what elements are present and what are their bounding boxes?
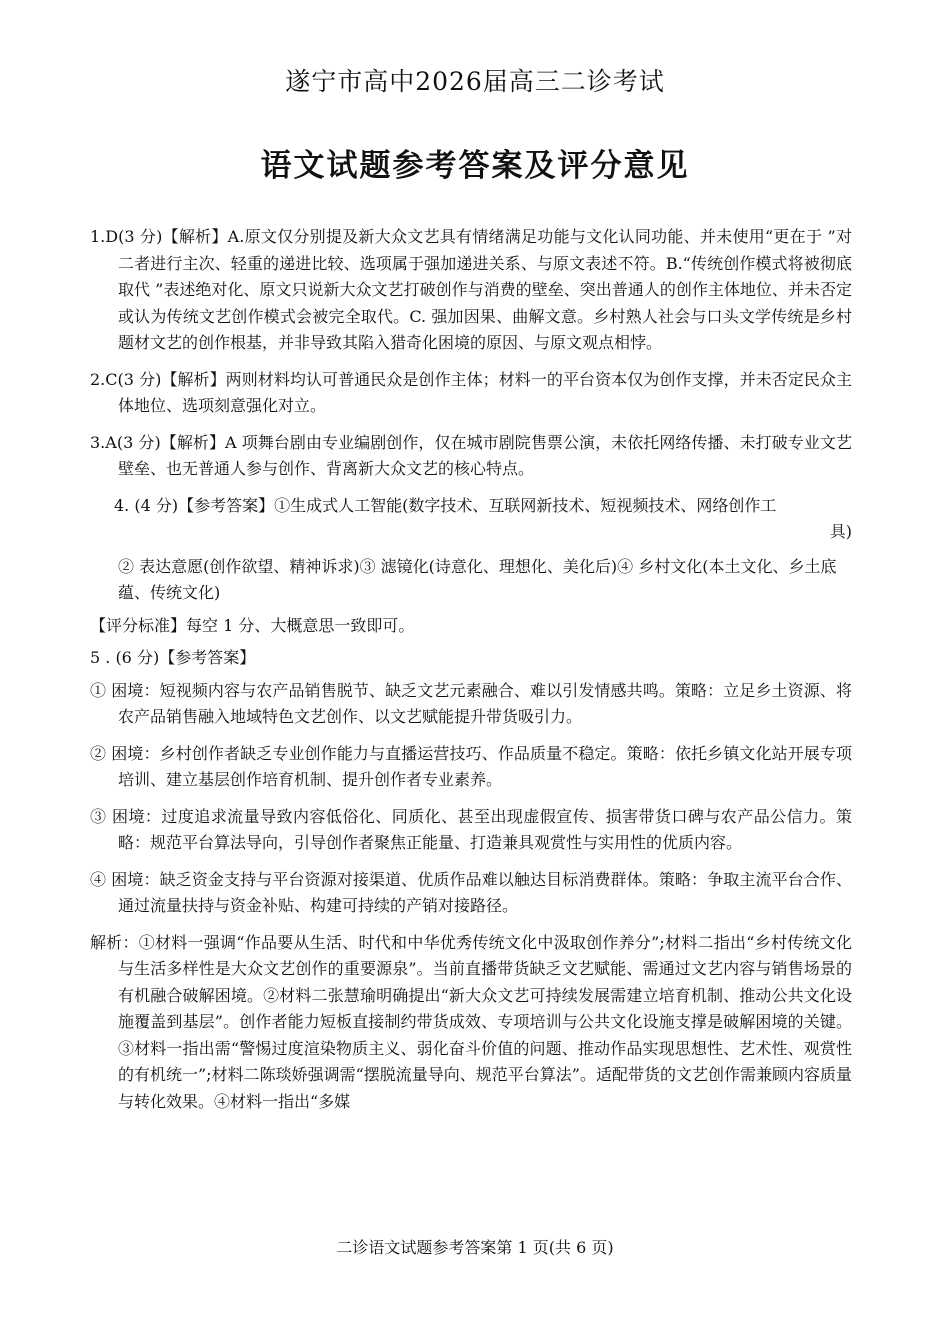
answer-q5-item: ① 困境：短视频内容与农产品销售脱节、缺乏文艺元素融合、难以引发情感共鸣。策略：立足乡土资源、将农产品销售融入地域特色文艺创作、以文艺赋能提升带货吸引力。	[90, 680, 852, 726]
answer-q5-analysis: 解析：①材料一强调“作品要从生活、时代和中华优秀传统文化中汲取创作养分”;材料二指出“乡村传统文化与生活多样性是大众文艺创作的重要源泉”。当前直播带货缺乏文艺赋能、需通过文艺内容与销售场景的有机融合破解困境。②材料二张慧瑜明确提出“新大众文艺可持续发展需建立培育机制、推动公共文化设施覆盖到基层”。创作者能力短板直接制约带货成效、专项培训与公共文化设施支撑是破解困境的关键。③材料一指出需“警惕过度渲染物质主义、弱化奋斗价值的问题、推动作品实现思想性、艺术性、观赏性的有机统一”;材料二陈琰娇强调需“摆脱流量导向、规范平台算法”。适配带货的文艺创作需兼顾内容质量与转化效果。④材料一指出“多媒	[90, 932, 852, 1111]
answer-q4-standard: 【评分标准】每空 1 分、大概意思一致即可。	[90, 615, 415, 635]
answer-q4-heading-tail: 具)	[829, 522, 852, 541]
answer-q3: 3.A(3 分)【解析】A 项舞台剧由专业编剧创作，仅在城市剧院售票公演，未依托网络传播、未打破专业文艺壁垒、也无普通人参与创作、背离新大众文艺的核心特点。	[90, 432, 852, 478]
answer-q4-heading-text: 4. (4 分)【参考答案】①生成式人工智能(数字技术、互联网新技术、短视频技术、网络创作工	[114, 495, 777, 515]
exam-title: 遂宁市高中2026届高三二诊考试	[285, 67, 665, 96]
answer-content	[90, 224, 852, 1125]
answer-q4-items: ② 表达意愿(创作欲望、精神诉求)③ 滤镜化(诗意化、理想化、美化后)④ 乡村文化(本土文化、乡土底蕴、传统文化)	[118, 556, 837, 602]
answer-q2: 2.C(3 分)【解析】两则材料均认可普通民众是创作主体；材料一的平台资本仅为创作支撑，并未否定民众主体地位、选项刻意强化对立。	[90, 369, 852, 415]
answer-q5-heading: 5 . (6 分)【参考答案】	[90, 648, 256, 667]
document-title: 语文试题参考答案及评分意见	[260, 148, 690, 184]
answer-q1: 1.D(3 分)【解析】A.原文仅分别提及新大众文艺具有情绪满足功能与文化认同功能、并未使用“更在于 ”对二者进行主次、轻重的递进比较、选项属于强加递进关系、与原文表述不符。B.“传统创作模式将被彻底取代 ”表述绝对化、原文只说新大众文艺打破创作与消费的壁垒、突出普通人的创作主体地位、并未否定或认为传统文艺创作模式会被完全取代。C. 强加因果、曲解文意。乡村熟人社会与口头文学传统是乡村题材文艺的创作根基，并非导致其陷入猎奇化困境的原因、与原文观点相悖。	[90, 227, 852, 352]
answer-q5-item: ④ 困境：缺乏资金支持与平台资源对接渠道、优质作品难以触达目标消费群体。策略：争取主流平台合作、通过流量扶持与资金补贴、构建可持续的产销对接路径。	[90, 869, 852, 915]
answer-q5-item: ② 困境：乡村创作者缺乏专业创作能力与直播运营技巧、作品质量不稳定。策略：依托乡镇文化站开展专项培训、建立基层创作培育机制、提升创作者专业素养。	[90, 743, 852, 789]
page-footer: 二诊语文试题参考答案第 1 页(共 6 页)	[336, 1238, 614, 1257]
answer-q5-item: ③ 困境：过度追求流量导致内容低俗化、同质化、甚至出现虚假宣传、损害带货口碑与农产品公信力。策略：规范平台算法导向，引导创作者聚焦正能量、打造兼具观赏性与实用性的优质内容。	[90, 806, 852, 852]
answer-q4-heading	[90, 493, 852, 546]
